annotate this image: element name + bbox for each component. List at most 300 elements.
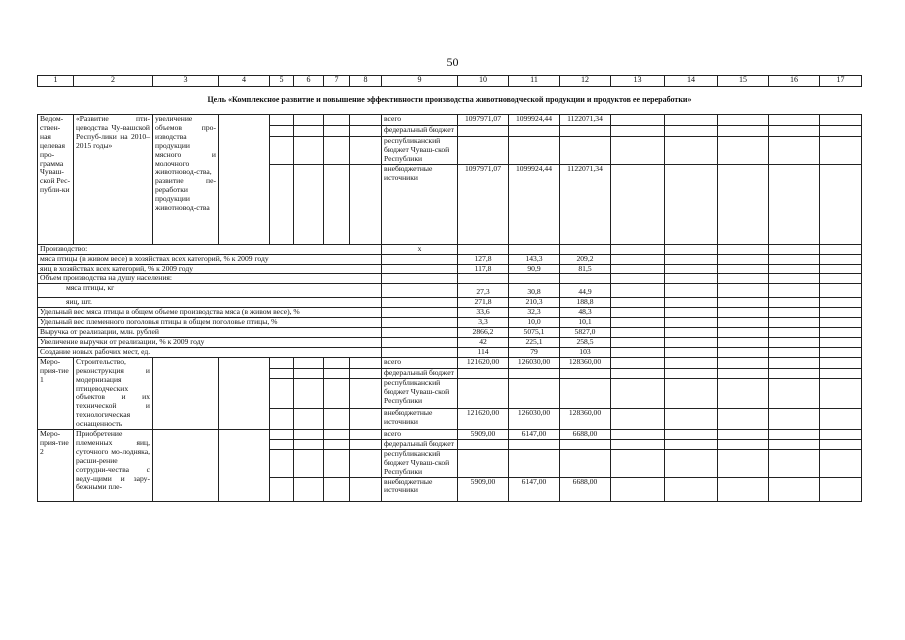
indicator-mark bbox=[382, 298, 458, 308]
value-2010: 127,8 bbox=[458, 254, 509, 264]
empty-cell bbox=[769, 337, 820, 347]
funding-source: всего bbox=[382, 430, 458, 440]
program-type: Меро-прия-тие 2 bbox=[38, 430, 74, 502]
empty-cell bbox=[270, 409, 294, 430]
empty-cell bbox=[665, 298, 718, 308]
value-2010: 1097971,07 bbox=[458, 164, 509, 244]
empty-cell bbox=[718, 337, 769, 347]
indicator-mark bbox=[382, 264, 458, 274]
empty-cell bbox=[718, 449, 769, 477]
header-row bbox=[38, 76, 862, 87]
indicator-mark bbox=[382, 318, 458, 328]
empty-cell bbox=[324, 357, 350, 368]
value-2011: 30,8 bbox=[509, 284, 560, 298]
empty-cell bbox=[665, 449, 718, 477]
indicator-label: Увеличение выручки от реализации, % к 2009 году bbox=[38, 337, 382, 347]
empty-cell bbox=[294, 477, 324, 501]
empty-cell bbox=[769, 328, 820, 338]
empty-cell bbox=[769, 449, 820, 477]
header-cell: 16 bbox=[769, 76, 820, 87]
value-2011 bbox=[509, 137, 560, 165]
empty-cell bbox=[350, 164, 382, 244]
value-2012 bbox=[560, 439, 611, 449]
goal-title: Цель «Комплексное развитие и повышение эффективности производства животноводческой продукции и продуктов ее переработки» bbox=[38, 87, 862, 115]
funding-source: федеральный бюджет bbox=[382, 439, 458, 449]
value-2012: 6688,00 bbox=[560, 430, 611, 440]
empty-cell bbox=[350, 357, 382, 368]
value-2012 bbox=[560, 449, 611, 477]
indicator-mark bbox=[382, 308, 458, 318]
empty-cell bbox=[769, 477, 820, 501]
empty-cell bbox=[718, 284, 769, 298]
value-2010: 5909,00 bbox=[458, 430, 509, 440]
value-2010: 271,8 bbox=[458, 298, 509, 308]
value-2010: 27,3 bbox=[458, 284, 509, 298]
empty-cell bbox=[769, 264, 820, 274]
indicator-label: Создание новых рабочих мест, ед. bbox=[38, 347, 382, 357]
value-2012: 128360,00 bbox=[560, 409, 611, 430]
empty-cell bbox=[769, 430, 820, 440]
empty-cell bbox=[270, 439, 294, 449]
funding-source: республиканский бюджет Чуваш-ской Республики bbox=[382, 379, 458, 409]
empty-cell bbox=[769, 254, 820, 264]
empty-cell bbox=[611, 164, 665, 244]
empty-cell bbox=[270, 368, 294, 379]
indicator-row bbox=[38, 244, 862, 254]
empty-cell bbox=[324, 449, 350, 477]
empty-cell bbox=[611, 449, 665, 477]
empty-cell bbox=[769, 409, 820, 430]
value-2012 bbox=[560, 126, 611, 137]
empty-cell bbox=[820, 137, 862, 165]
empty-cell bbox=[611, 274, 665, 284]
empty-cell bbox=[294, 379, 324, 409]
empty-cell bbox=[718, 430, 769, 440]
value-2011: 225,1 bbox=[509, 337, 560, 347]
header-cell: 14 bbox=[665, 76, 718, 87]
empty-cell bbox=[769, 318, 820, 328]
empty-cell bbox=[611, 137, 665, 165]
indicator-mark bbox=[382, 284, 458, 298]
empty-cell bbox=[294, 439, 324, 449]
program-type: Меро-прия-тие 1 bbox=[38, 357, 74, 429]
value-2011: 32,3 bbox=[509, 308, 560, 318]
empty-cell bbox=[718, 439, 769, 449]
empty-cell bbox=[718, 126, 769, 137]
header-cell: 9 bbox=[382, 76, 458, 87]
program-task: увеличение объемов про-изводства продукции мясного и молочного животновод-ства, развитие пе-реработки продукции животновод-ства bbox=[153, 115, 219, 245]
value-2012: 188,8 bbox=[560, 298, 611, 308]
empty-cell bbox=[270, 430, 294, 440]
value-2012 bbox=[560, 368, 611, 379]
empty-cell bbox=[820, 284, 862, 298]
empty-cell bbox=[665, 337, 718, 347]
value-2011 bbox=[509, 379, 560, 409]
empty-cell bbox=[820, 126, 862, 137]
empty-cell bbox=[665, 368, 718, 379]
empty-cell bbox=[219, 115, 270, 245]
value-2011 bbox=[509, 126, 560, 137]
value-2012: 48,3 bbox=[560, 308, 611, 318]
header-cell: 12 bbox=[560, 76, 611, 87]
value-2010: 121620,00 bbox=[458, 357, 509, 368]
empty-cell bbox=[820, 357, 862, 368]
value-2012: 103 bbox=[560, 347, 611, 357]
header-cell: 10 bbox=[458, 76, 509, 87]
empty-cell bbox=[324, 430, 350, 440]
empty-cell bbox=[294, 430, 324, 440]
empty-cell bbox=[294, 115, 324, 126]
empty-cell bbox=[769, 137, 820, 165]
empty-cell bbox=[769, 439, 820, 449]
value-2010 bbox=[458, 379, 509, 409]
empty-cell bbox=[665, 347, 718, 357]
empty-cell bbox=[820, 264, 862, 274]
empty-cell bbox=[611, 328, 665, 338]
empty-cell bbox=[611, 264, 665, 274]
value-2011 bbox=[509, 449, 560, 477]
empty-cell bbox=[769, 379, 820, 409]
empty-cell bbox=[611, 308, 665, 318]
empty-cell bbox=[769, 298, 820, 308]
program-name: Строительство, реконструкция и модернизация птицеводческих объектов и их технической и технологическая оснащенность bbox=[74, 357, 153, 429]
empty-cell bbox=[820, 244, 862, 254]
indicator-mark bbox=[382, 337, 458, 347]
empty-cell bbox=[665, 439, 718, 449]
empty-cell bbox=[718, 115, 769, 126]
empty-cell bbox=[611, 337, 665, 347]
header-cell: 5 bbox=[270, 76, 294, 87]
funding-source: внебюджетные источники bbox=[382, 409, 458, 430]
value-2012: 1122071,34 bbox=[560, 115, 611, 126]
value-2012: 6688,00 bbox=[560, 477, 611, 501]
value-2010 bbox=[458, 244, 509, 254]
empty-cell bbox=[665, 115, 718, 126]
value-2011: 90,9 bbox=[509, 264, 560, 274]
empty-cell bbox=[665, 264, 718, 274]
value-2010 bbox=[458, 439, 509, 449]
empty-cell bbox=[820, 274, 862, 284]
indicator-mark bbox=[382, 274, 458, 284]
header-cell: 2 bbox=[74, 76, 153, 87]
empty-cell bbox=[820, 328, 862, 338]
value-2010: 33,6 bbox=[458, 308, 509, 318]
header-cell: 17 bbox=[820, 76, 862, 87]
indicator-label: Производство: bbox=[38, 244, 382, 254]
empty-cell bbox=[324, 439, 350, 449]
empty-cell bbox=[718, 164, 769, 244]
funding-source: всего bbox=[382, 357, 458, 368]
empty-cell bbox=[820, 318, 862, 328]
empty-cell bbox=[270, 379, 294, 409]
empty-cell bbox=[153, 430, 219, 502]
empty-cell bbox=[718, 308, 769, 318]
empty-cell bbox=[665, 126, 718, 137]
value-2011 bbox=[509, 274, 560, 284]
empty-cell bbox=[665, 409, 718, 430]
page-number: 50 bbox=[446, 55, 459, 69]
funding-row bbox=[38, 430, 862, 440]
empty-cell bbox=[718, 298, 769, 308]
empty-cell bbox=[820, 477, 862, 501]
empty-cell bbox=[611, 409, 665, 430]
indicator-label: яиц в хозяйствах всех категорий, % к 2009 году bbox=[38, 264, 382, 274]
empty-cell bbox=[611, 284, 665, 298]
empty-cell bbox=[718, 409, 769, 430]
indicator-row bbox=[38, 274, 862, 284]
empty-cell bbox=[718, 357, 769, 368]
empty-cell bbox=[718, 274, 769, 284]
header-cell: 11 bbox=[509, 76, 560, 87]
value-2010 bbox=[458, 449, 509, 477]
value-2011: 6147,00 bbox=[509, 477, 560, 501]
funding-source: внебюджетные источники bbox=[382, 164, 458, 244]
value-2010: 3,3 bbox=[458, 318, 509, 328]
empty-cell bbox=[350, 137, 382, 165]
empty-cell bbox=[820, 308, 862, 318]
empty-cell bbox=[769, 347, 820, 357]
empty-cell bbox=[665, 274, 718, 284]
empty-cell bbox=[718, 318, 769, 328]
value-2011: 1099924,44 bbox=[509, 115, 560, 126]
empty-cell bbox=[153, 357, 219, 429]
value-2012: 258,5 bbox=[560, 337, 611, 347]
empty-cell bbox=[820, 337, 862, 347]
empty-cell bbox=[665, 164, 718, 244]
empty-cell bbox=[769, 164, 820, 244]
indicator-mark bbox=[382, 254, 458, 264]
value-2012: 5827,0 bbox=[560, 328, 611, 338]
value-2010: 1097971,07 bbox=[458, 115, 509, 126]
value-2011: 10,0 bbox=[509, 318, 560, 328]
empty-cell bbox=[665, 379, 718, 409]
empty-cell bbox=[324, 477, 350, 501]
empty-cell bbox=[350, 379, 382, 409]
program-name: «Развитие пти-цеводства Чу-вашской Респуб-лики на 2010–2015 годы» bbox=[74, 115, 153, 245]
header-cell: 7 bbox=[324, 76, 350, 87]
empty-cell bbox=[820, 254, 862, 264]
empty-cell bbox=[611, 115, 665, 126]
value-2012: 128360,00 bbox=[560, 357, 611, 368]
empty-cell bbox=[270, 164, 294, 244]
empty-cell bbox=[350, 409, 382, 430]
empty-cell bbox=[820, 449, 862, 477]
empty-cell bbox=[219, 430, 270, 502]
empty-cell bbox=[718, 477, 769, 501]
value-2011: 1099924,44 bbox=[509, 164, 560, 244]
empty-cell bbox=[350, 115, 382, 126]
empty-cell bbox=[350, 439, 382, 449]
value-2012 bbox=[560, 274, 611, 284]
empty-cell bbox=[665, 308, 718, 318]
value-2011 bbox=[509, 244, 560, 254]
empty-cell bbox=[324, 164, 350, 244]
indicator-mark bbox=[382, 347, 458, 357]
empty-cell bbox=[820, 368, 862, 379]
empty-cell bbox=[769, 126, 820, 137]
value-2011: 210,3 bbox=[509, 298, 560, 308]
value-2010: 117,8 bbox=[458, 264, 509, 274]
empty-cell bbox=[718, 244, 769, 254]
value-2012: 1122071,34 bbox=[560, 164, 611, 244]
value-2010: 42 bbox=[458, 337, 509, 347]
indicator-row bbox=[38, 337, 862, 347]
empty-cell bbox=[820, 115, 862, 126]
empty-cell bbox=[769, 115, 820, 126]
empty-cell bbox=[294, 357, 324, 368]
empty-cell bbox=[324, 409, 350, 430]
empty-cell bbox=[350, 477, 382, 501]
header-cell: 1 bbox=[38, 76, 74, 87]
header-cell: 13 bbox=[611, 76, 665, 87]
funding-row bbox=[38, 357, 862, 368]
empty-cell bbox=[294, 137, 324, 165]
value-2011: 143,3 bbox=[509, 254, 560, 264]
program-table bbox=[37, 75, 862, 502]
empty-cell bbox=[611, 357, 665, 368]
value-2012: 209,2 bbox=[560, 254, 611, 264]
header-cell: 3 bbox=[153, 76, 219, 87]
value-2011: 5075,1 bbox=[509, 328, 560, 338]
value-2012 bbox=[560, 379, 611, 409]
value-2011: 79 bbox=[509, 347, 560, 357]
empty-cell bbox=[611, 254, 665, 264]
funding-source: федеральный бюджет bbox=[382, 368, 458, 379]
value-2010 bbox=[458, 126, 509, 137]
empty-cell bbox=[820, 439, 862, 449]
empty-cell bbox=[665, 477, 718, 501]
empty-cell bbox=[718, 328, 769, 338]
empty-cell bbox=[665, 357, 718, 368]
funding-source: всего bbox=[382, 115, 458, 126]
program-type: Ведом-ствен-ная целевая про-грамма Чуваш-ской Рес-публи-ки bbox=[38, 115, 74, 245]
empty-cell bbox=[665, 284, 718, 298]
empty-cell bbox=[820, 298, 862, 308]
empty-cell bbox=[270, 115, 294, 126]
empty-cell bbox=[294, 409, 324, 430]
empty-cell bbox=[270, 137, 294, 165]
value-2010 bbox=[458, 137, 509, 165]
empty-cell bbox=[611, 439, 665, 449]
empty-cell bbox=[769, 284, 820, 298]
empty-cell bbox=[350, 449, 382, 477]
empty-cell bbox=[324, 368, 350, 379]
value-2012 bbox=[560, 137, 611, 165]
value-2012: 10,1 bbox=[560, 318, 611, 328]
header-cell: 6 bbox=[294, 76, 324, 87]
value-2011: 126030,00 bbox=[509, 409, 560, 430]
indicator-mark bbox=[382, 328, 458, 338]
funding-source: республиканский бюджет Чуваш-ской Республики bbox=[382, 137, 458, 165]
empty-cell bbox=[718, 137, 769, 165]
indicator-label: Выручка от реализации, млн. рублей bbox=[38, 328, 382, 338]
empty-cell bbox=[350, 430, 382, 440]
value-2010 bbox=[458, 368, 509, 379]
empty-cell bbox=[665, 254, 718, 264]
header-cell: 15 bbox=[718, 76, 769, 87]
empty-cell bbox=[820, 430, 862, 440]
empty-cell bbox=[350, 368, 382, 379]
empty-cell bbox=[611, 477, 665, 501]
value-2010: 5909,00 bbox=[458, 477, 509, 501]
empty-cell bbox=[769, 274, 820, 284]
funding-source: внебюджетные источники bbox=[382, 477, 458, 501]
indicator-label: яиц, шт. bbox=[38, 298, 382, 308]
empty-cell bbox=[769, 308, 820, 318]
empty-cell bbox=[270, 449, 294, 477]
value-2010: 121620,00 bbox=[458, 409, 509, 430]
empty-cell bbox=[350, 126, 382, 137]
indicator-row bbox=[38, 347, 862, 357]
empty-cell bbox=[718, 379, 769, 409]
goal-row bbox=[38, 87, 862, 115]
empty-cell bbox=[820, 409, 862, 430]
empty-cell bbox=[611, 347, 665, 357]
empty-cell bbox=[820, 164, 862, 244]
header-cell: 4 bbox=[219, 76, 270, 87]
empty-cell bbox=[665, 430, 718, 440]
indicator-label: Объем производства на душу населения: bbox=[38, 274, 382, 284]
empty-cell bbox=[665, 244, 718, 254]
indicator-label: мяса птицы, кг bbox=[38, 284, 382, 298]
empty-cell bbox=[718, 368, 769, 379]
empty-cell bbox=[611, 318, 665, 328]
value-2011: 126030,00 bbox=[509, 357, 560, 368]
empty-cell bbox=[270, 357, 294, 368]
empty-cell bbox=[219, 357, 270, 429]
empty-cell bbox=[769, 368, 820, 379]
empty-cell bbox=[665, 137, 718, 165]
funding-source: республиканский бюджет Чуваш-ской Республики bbox=[382, 449, 458, 477]
indicator-row bbox=[38, 308, 862, 318]
indicator-label: мяса птицы (в живом весе) в хозяйствах всех категорий, % к 2009 году bbox=[38, 254, 382, 264]
empty-cell bbox=[294, 449, 324, 477]
empty-cell bbox=[611, 244, 665, 254]
program-name: Приобретение племенных яиц, суточного мо-лодняка, расши-рение сотрудни-чества с веду-щими и зару-бежными пле- bbox=[74, 430, 153, 502]
indicator-row bbox=[38, 264, 862, 274]
empty-cell bbox=[294, 126, 324, 137]
value-2011 bbox=[509, 439, 560, 449]
empty-cell bbox=[324, 115, 350, 126]
empty-cell bbox=[820, 347, 862, 357]
indicator-label: Удельный вес мяса птицы в общем объеме производства мяса (в живом весе), % bbox=[38, 308, 382, 318]
indicator-row bbox=[38, 284, 862, 298]
empty-cell bbox=[294, 368, 324, 379]
indicator-row bbox=[38, 318, 862, 328]
empty-cell bbox=[294, 164, 324, 244]
empty-cell bbox=[611, 430, 665, 440]
empty-cell bbox=[611, 298, 665, 308]
empty-cell bbox=[718, 254, 769, 264]
empty-cell bbox=[718, 347, 769, 357]
empty-cell bbox=[665, 328, 718, 338]
value-2010: 2866,2 bbox=[458, 328, 509, 338]
empty-cell bbox=[324, 137, 350, 165]
value-2011 bbox=[509, 368, 560, 379]
empty-cell bbox=[718, 264, 769, 274]
indicator-row bbox=[38, 298, 862, 308]
empty-cell bbox=[665, 318, 718, 328]
empty-cell bbox=[611, 379, 665, 409]
empty-cell bbox=[611, 368, 665, 379]
indicator-row bbox=[38, 328, 862, 338]
value-2012: 44,9 bbox=[560, 284, 611, 298]
value-2012: 81,5 bbox=[560, 264, 611, 274]
empty-cell bbox=[611, 126, 665, 137]
empty-cell bbox=[820, 379, 862, 409]
empty-cell bbox=[270, 477, 294, 501]
value-2010 bbox=[458, 274, 509, 284]
